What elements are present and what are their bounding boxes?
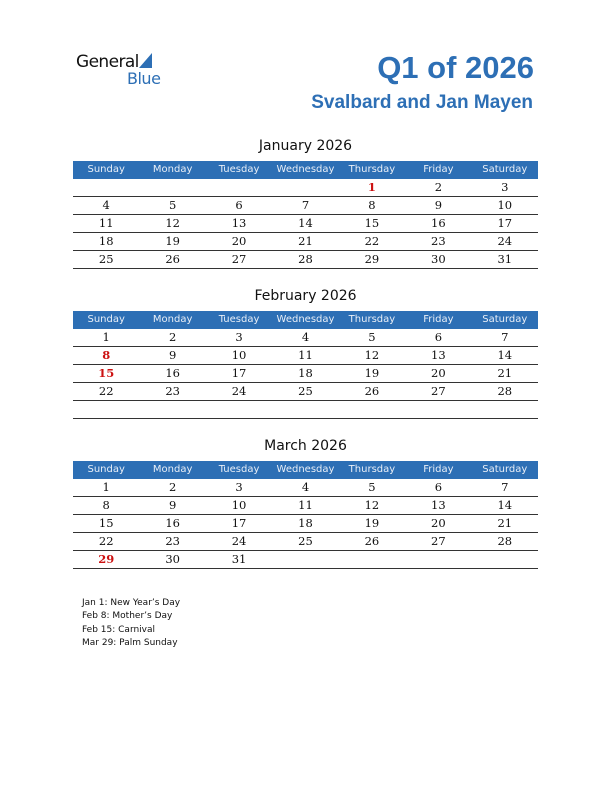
day-cell: 19 xyxy=(364,366,380,380)
holiday-note: Feb 15: Carnival xyxy=(82,624,156,635)
weekday-header xyxy=(73,311,538,329)
day-cell: 24 xyxy=(231,384,247,398)
day-cell: 4 xyxy=(301,480,310,494)
day-cell: 18 xyxy=(298,516,313,530)
day-cell: 10 xyxy=(231,498,247,512)
day-cell: 16 xyxy=(431,216,446,230)
weekday-label: Wednesday xyxy=(276,464,335,475)
day-cell xyxy=(405,551,471,568)
day-cell: 22 xyxy=(98,534,114,548)
weekday-label: Saturday xyxy=(482,314,528,325)
weekday-label: Saturday xyxy=(482,164,528,175)
day-cell: 11 xyxy=(98,216,114,230)
day-cell: 28 xyxy=(497,384,513,398)
day-cell: 12 xyxy=(364,498,380,512)
weekday-label: Tuesday xyxy=(218,314,260,325)
day-cell xyxy=(405,401,471,418)
day-cell: 29 xyxy=(98,552,115,566)
week-row xyxy=(73,515,538,533)
day-cell xyxy=(472,401,538,418)
day-cell: 11 xyxy=(298,348,313,362)
day-cell: 23 xyxy=(165,534,180,548)
weekday-label: Monday xyxy=(152,464,193,475)
week-row xyxy=(73,365,538,383)
weekday-header xyxy=(73,461,538,479)
day-cell: 22 xyxy=(364,234,380,248)
day-cell: 5 xyxy=(368,480,376,494)
day-cell: 15 xyxy=(364,216,380,230)
week-row xyxy=(73,479,538,497)
day-cell: 27 xyxy=(431,534,446,548)
day-cell: 18 xyxy=(98,234,114,248)
week-row xyxy=(73,179,538,197)
day-cell xyxy=(272,401,338,418)
week-row xyxy=(73,401,538,419)
day-cell: 9 xyxy=(168,498,177,512)
month-title: February 2026 xyxy=(254,288,357,304)
day-cell xyxy=(272,551,338,568)
day-cell: 14 xyxy=(298,216,313,230)
day-cell: 12 xyxy=(364,348,380,362)
day-cell: 27 xyxy=(231,252,247,266)
day-cell: 22 xyxy=(98,384,114,398)
month-title: March 2026 xyxy=(264,438,347,454)
weekday-label: Saturday xyxy=(482,464,528,475)
day-cell: 19 xyxy=(364,516,380,530)
day-cell: 20 xyxy=(231,234,247,248)
week-row xyxy=(73,497,538,515)
day-cell: 17 xyxy=(497,216,513,230)
weekday-label: Thursday xyxy=(348,314,396,325)
week-row xyxy=(73,197,538,215)
day-cell: 10 xyxy=(231,348,247,362)
week-row xyxy=(73,251,538,269)
day-cell: 21 xyxy=(298,234,313,248)
logo-triangle-icon xyxy=(139,53,152,68)
weekday-label: Wednesday xyxy=(276,164,335,175)
day-cell: 25 xyxy=(98,252,114,266)
day-cell: 8 xyxy=(102,498,110,512)
day-cell: 31 xyxy=(231,552,247,566)
weekday-label: Wednesday xyxy=(276,314,335,325)
day-cell: 29 xyxy=(364,252,380,266)
month-block xyxy=(73,287,538,419)
day-cell: 17 xyxy=(231,516,247,530)
day-cell: 8 xyxy=(368,198,376,212)
week-row xyxy=(73,533,538,551)
day-cell xyxy=(139,179,205,196)
day-cell: 14 xyxy=(497,348,513,362)
day-cell: 26 xyxy=(364,384,380,398)
weekday-label: Friday xyxy=(423,164,454,175)
month-block xyxy=(73,137,538,269)
day-cell xyxy=(272,179,338,196)
day-cell: 16 xyxy=(165,366,180,380)
day-cell: 6 xyxy=(434,480,443,494)
day-cell: 28 xyxy=(497,534,513,548)
day-cell: 5 xyxy=(368,330,376,344)
week-row xyxy=(73,347,538,365)
week-row xyxy=(73,233,538,251)
day-cell: 20 xyxy=(431,366,446,380)
month-block xyxy=(73,437,538,569)
holiday-note: Mar 29: Palm Sunday xyxy=(82,637,178,648)
day-cell xyxy=(139,401,205,418)
holiday-note: Feb 8: Mother’s Day xyxy=(82,611,173,622)
day-cell: 7 xyxy=(501,480,509,494)
day-cell: 13 xyxy=(431,498,446,512)
page-title: Q1 of 2026 xyxy=(377,50,534,85)
day-cell xyxy=(73,179,139,196)
weekday-label: Friday xyxy=(423,464,454,475)
day-cell: 10 xyxy=(497,198,513,212)
day-cell xyxy=(206,401,272,418)
day-cell xyxy=(73,401,139,418)
weekday-label: Friday xyxy=(423,314,454,325)
day-cell: 30 xyxy=(165,552,180,566)
weekday-label: Sunday xyxy=(87,164,125,175)
day-cell: 17 xyxy=(231,366,247,380)
day-cell: 5 xyxy=(168,198,177,212)
weekday-label: Monday xyxy=(152,314,193,325)
day-cell: 21 xyxy=(497,366,513,380)
week-row xyxy=(73,551,538,569)
day-cell: 4 xyxy=(102,198,110,212)
weekday-label: Sunday xyxy=(87,464,125,475)
day-cell: 31 xyxy=(497,252,513,266)
day-cell: 1 xyxy=(102,480,110,494)
day-cell: 9 xyxy=(434,198,443,212)
day-cell xyxy=(206,179,272,196)
day-cell: 2 xyxy=(168,330,177,344)
day-cell: 14 xyxy=(497,498,513,512)
week-row xyxy=(73,383,538,401)
day-cell: 23 xyxy=(431,234,446,248)
day-cell: 24 xyxy=(231,534,247,548)
weekday-label: Thursday xyxy=(348,464,396,475)
weekday-label: Tuesday xyxy=(218,464,260,475)
day-cell: 1 xyxy=(102,330,110,344)
day-cell: 1 xyxy=(367,180,376,194)
day-cell: 26 xyxy=(364,534,380,548)
day-cell: 3 xyxy=(235,480,243,494)
day-cell xyxy=(339,551,405,568)
day-cell: 15 xyxy=(98,516,114,530)
day-cell: 23 xyxy=(165,384,180,398)
day-cell: 3 xyxy=(501,180,509,194)
day-cell: 7 xyxy=(301,198,310,212)
logo-text-blue: Blue xyxy=(127,69,161,88)
holiday-note: Jan 1: New Year’s Day xyxy=(82,598,181,608)
logo-text-general: General xyxy=(76,52,139,72)
day-cell: 30 xyxy=(431,252,446,266)
day-cell: 6 xyxy=(235,198,243,212)
weekday-label: Thursday xyxy=(348,164,396,175)
weekday-label: Monday xyxy=(152,164,193,175)
weekday-header xyxy=(73,161,538,179)
week-row xyxy=(73,329,538,347)
day-cell: 11 xyxy=(298,498,313,512)
day-cell: 6 xyxy=(434,330,443,344)
day-cell: 24 xyxy=(497,234,513,248)
day-cell: 3 xyxy=(235,330,243,344)
day-cell xyxy=(339,401,405,418)
day-cell: 20 xyxy=(431,516,446,530)
day-cell: 2 xyxy=(168,480,177,494)
day-cell: 26 xyxy=(165,252,180,266)
holiday-notes xyxy=(82,597,180,650)
weekday-label: Tuesday xyxy=(218,164,260,175)
day-cell: 27 xyxy=(431,384,446,398)
general-blue-logo xyxy=(76,52,176,92)
day-cell: 13 xyxy=(431,348,446,362)
day-cell: 12 xyxy=(165,216,180,230)
day-cell: 16 xyxy=(165,516,180,530)
day-cell: 25 xyxy=(298,534,313,548)
day-cell: 21 xyxy=(497,516,513,530)
day-cell: 28 xyxy=(298,252,313,266)
weekday-label: Sunday xyxy=(87,314,125,325)
day-cell: 4 xyxy=(301,330,310,344)
day-cell: 8 xyxy=(102,348,111,362)
day-cell: 25 xyxy=(298,384,313,398)
day-cell: 15 xyxy=(98,366,115,380)
day-cell: 7 xyxy=(501,330,509,344)
day-cell: 2 xyxy=(434,180,443,194)
day-cell: 19 xyxy=(165,234,180,248)
day-cell xyxy=(472,551,538,568)
week-row xyxy=(73,215,538,233)
page-subtitle: Svalbard and Jan Mayen xyxy=(311,92,533,113)
day-cell: 13 xyxy=(231,216,247,230)
day-cell: 9 xyxy=(168,348,177,362)
day-cell: 18 xyxy=(298,366,313,380)
month-title: January 2026 xyxy=(258,138,353,154)
